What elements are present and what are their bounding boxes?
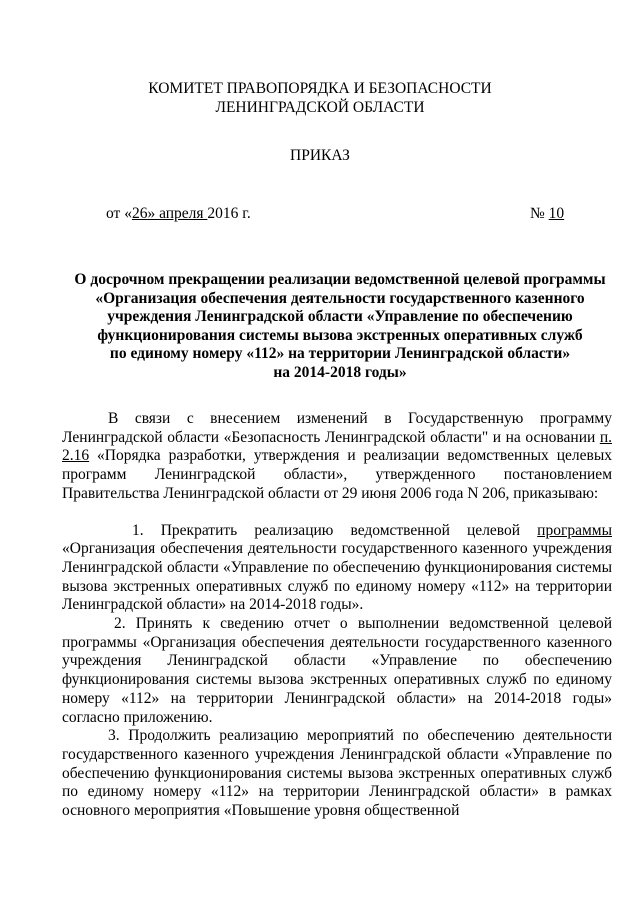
order-title: ПРИКАЗ	[290, 147, 350, 164]
subject-line: «Организация обеспечения деятельности государственного казенного	[95, 289, 585, 307]
date-month: апреля	[159, 205, 208, 222]
item-3-paragraph: 3. Продолжить реализацию мероприятий по обеспечению деятельности государственного казенного учреждения Ленинградской области «Управление по обеспечению функционирования системы вызова экстренных оперативных служб по единому номеру «112» на территории Ленинградской области» в рамках основного мероприятия «Повышение уровня общественной	[62, 727, 612, 820]
order-subject	[60, 271, 620, 382]
item-1-text-b: «Организация обеспечения деятельности государственного казенного учреждения Ленинградской области «Управление по обеспечению функционирования системы вызова экстренных оперативных служб по единому номеру «112» на территории Ленинградской области» на 2014-2018 годы».	[62, 540, 612, 614]
number-sign: №	[530, 205, 549, 222]
order-number	[530, 205, 564, 223]
item-1-text-a: 1. Прекратить реализацию ведомственной целевой	[132, 521, 538, 539]
intro-text-a: В связи с внесением изменений в Государственную программу Ленинградской области «Безопасность Ленинградской области" и на основании	[62, 410, 612, 446]
subject-line: учреждения Ленинградской области «Управление по обеспечению	[107, 308, 573, 325]
program-link[interactable]: программы	[537, 521, 612, 539]
committee-name-line2: ЛЕНИНГРАДСКОЙ ОБЛАСТИ	[215, 99, 425, 116]
committee-name-line1: КОМИТЕТ ПРАВОПОРЯДКА И БЕЗОПАСНОСТИ	[148, 80, 492, 97]
intro-paragraph	[62, 410, 612, 504]
order-body	[62, 410, 612, 821]
item-1-paragraph	[62, 522, 612, 616]
number-value: 10	[548, 205, 565, 222]
date-year: 2016 г.	[207, 205, 251, 222]
subject-line: О досрочном прекращении реализации ведомственной целевой программы	[74, 271, 606, 288]
date-mid: »	[147, 205, 160, 222]
date-day: 26	[131, 205, 148, 222]
subject-line: функционирования системы вызова экстренных оперативных служб	[97, 326, 583, 344]
clause-2-16-link[interactable]: п. 2.16	[62, 428, 612, 465]
subject-line: по единому номеру «112» на территории Ленинградской области»	[109, 345, 571, 362]
subject-line: на 2014-2018 годы»	[273, 363, 407, 381]
date-prefix: от «	[106, 205, 132, 222]
order-date	[106, 205, 251, 223]
committee-header	[0, 79, 640, 117]
item-2-paragraph: 2. Принять к сведению отчет о выполнении ведомственной целевой программы «Организация обеспечения деятельности государственного казенного учреждения Ленинградской области «Управление по обеспечению функционирования системы вызова экстренных оперативных служб по единому номеру «112» на территории Ленинградской области» на 2014-2018 годы» согласно приложению.	[62, 615, 612, 726]
intro-text-b: «Порядка разработки, утверждения и реализации ведомственных целевых программ Ленинградской области», утвержденного постановлением Правительства Ленинградской области от 29 июня 2006 года N 206, приказываю:	[62, 447, 612, 502]
